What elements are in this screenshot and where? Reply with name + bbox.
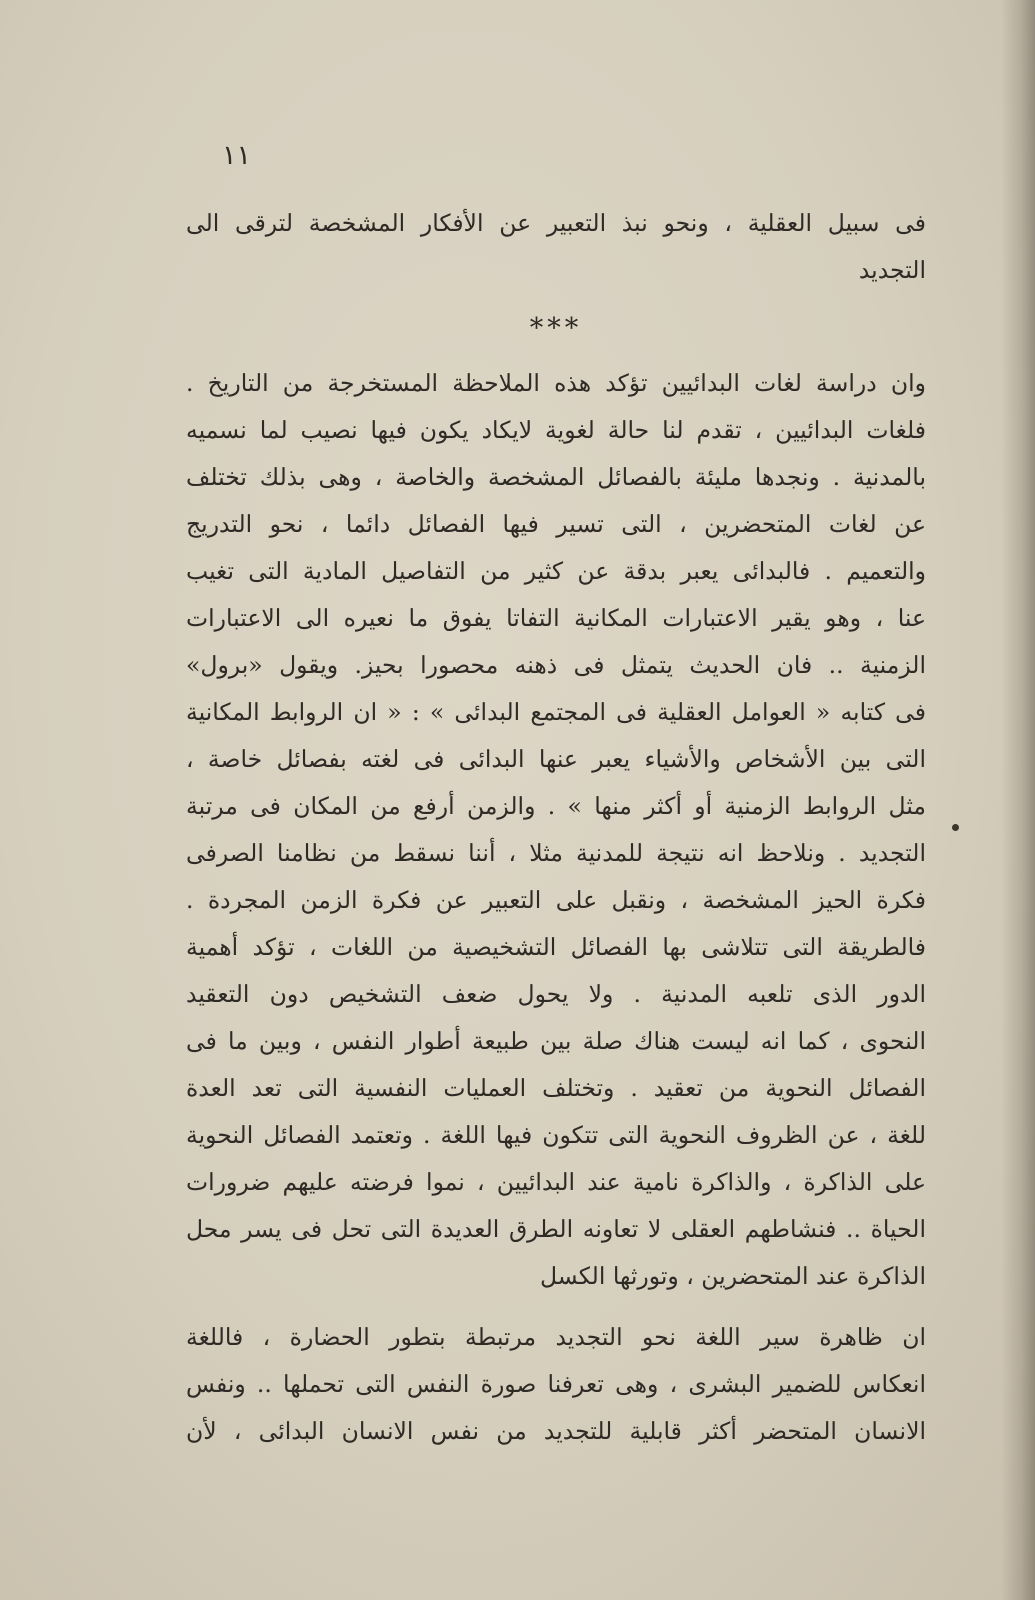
text-line: ان ظاهرة سير اللغة نحو التجديد مرتبطة بتطور الحضارة ، فاللغة [186,1323,926,1351]
text-line: الزمنية .. فان الحديث يتمثل فى ذهنه محصورا بحيز. ويقول «برول» [186,651,926,679]
text-line: عنا ، وهو يقير الاعتبارات المكانية التفاتا يفوق ما نعيره الى الاعتبارات [186,604,926,632]
text-line: على الذاكرة ، والذاكرة نامية عند البدائيين ، نموا فرضته عليهم ضرورات [186,1168,926,1196]
text-line: الانسان المتحضر أكثر قابلية للتجديد من نفس الانسان البدائى ، لأن [186,1417,926,1445]
paragraph-gap [186,1300,926,1314]
text-line: وان دراسة لغات البدائيين تؤكد هذه الملاحظة المستخرجة من التاريخ . [186,369,926,397]
text-line: فالطريقة التى تتلاشى بها الفصائل التشخيصية من اللغات ، تؤكد أهمية [186,933,926,961]
text-line: انعكاس للضمير البشرى ، وهى تعرفنا صورة النفس التى تحملها .. ونفس [186,1370,926,1398]
section-separator: *** [529,313,583,344]
text-line: النحوى ، كما انه ليست هناك صلة بين طبيعة أطوار النفس ، وبين ما فى [186,1027,926,1055]
text-line: فلغات البدائيين ، تقدم لنا حالة لغوية لايكاد يكون فيها نصيب لما نسميه [186,416,926,444]
text-line: فى كتابه « العوامل العقلية فى المجتمع البدائى » : « ان الروابط المكانية [186,698,926,726]
text-line: الفصائل النحوية من تعقيد . وتختلف العمليات النفسية التى تعد العدة [186,1074,926,1102]
page-number: ١١ [222,140,252,171]
text-line: والتعميم . فالبدائى يعبر بدقة عن كثير من التفاصيل المادية التى تغيب [186,557,926,585]
text-line: فكرة الحيز المشخصة ، ونقبل على التعبير عن فكرة الزمن المجردة . [186,886,926,914]
text-line: مثل الروابط الزمنية أو أكثر منها » . والزمن أرفع من المكان فى مرتبة [186,792,926,820]
text-line: الحياة .. فنشاطهم العقلى لا تعاونه الطرق العديدة التى تحل فى يسر محل [186,1215,926,1243]
text-line: فى سبيل العقلية ، ونحو نبذ التعبير عن الأفكار المشخصة لترقى الى [186,209,926,237]
paragraph-intro [186,200,926,294]
paragraph-main [186,360,926,1300]
text-line: التى بين الأشخاص والأشياء يعبر عنها البدائى فى لغته بفصائل خاصة ، [186,745,926,773]
text-line: التجديد [858,256,926,284]
page-text [186,200,926,1455]
text-line: الدور الذى تلعبه المدنية . ولا يحول ضعف التشخيص دون التعقيد [186,980,926,1008]
paragraph-final [186,1314,926,1455]
page-edge-shadow [1001,0,1035,1600]
text-line: الذاكرة عند المتحضرين ، وتورثها الكسل [539,1262,926,1290]
text-line: للغة ، عن الظروف النحوية التى تتكون فيها اللغة . وتعتمد الفصائل النحوية [186,1121,926,1149]
text-line: عن لغات المتحضرين ، التى تسير فيها الفصائل دائما ، نحو التدريج [186,510,926,538]
margin-dot-mark [952,824,959,831]
text-line: بالمدنية . ونجدها مليئة بالفصائل المشخصة والخاصة ، وهى بذلك تختلف [186,463,926,491]
text-line: التجديد . ونلاحظ انه نتيجة للمدنية مثلا ، أننا نسقط من نظامنا الصرفى [186,839,926,867]
